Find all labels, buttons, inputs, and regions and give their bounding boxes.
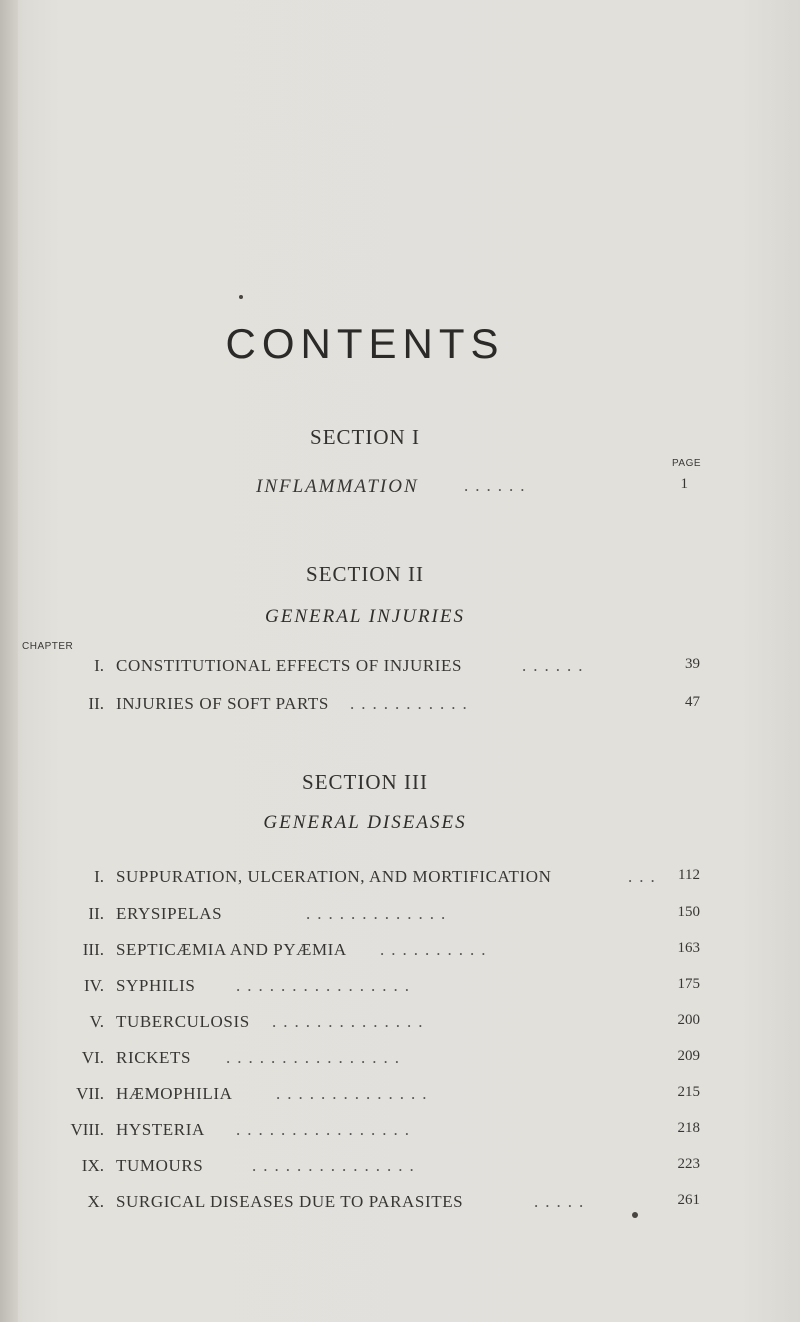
toc-row [40, 694, 700, 718]
chapter-number: VIII. [70, 1120, 104, 1139]
dot-leader: ........... [350, 694, 474, 713]
section-1-heading: SECTION I [310, 425, 420, 449]
chapter-title: ERYSIPELAS [116, 904, 223, 923]
section-1-entry [40, 476, 700, 500]
page-number: 223 [677, 1156, 700, 1172]
page-number: 47 [685, 694, 700, 710]
chapter-number: VII. [76, 1084, 104, 1103]
page-number: 175 [677, 976, 700, 992]
chapter-number: IV. [84, 976, 104, 995]
section-3-heading: SECTION III [302, 770, 428, 794]
page-number: 200 [677, 1012, 700, 1028]
chapter-title: RICKETS [116, 1048, 192, 1067]
chapter-title: SURGICAL DISEASES DUE TO PARASITES [116, 1192, 464, 1211]
chapter-number: X. [87, 1192, 104, 1211]
chapter-number: II. [88, 694, 104, 713]
chapter-title: HYSTERIA [116, 1120, 205, 1139]
chapter-number: IX. [81, 1156, 104, 1175]
toc-row [40, 1012, 700, 1036]
page-number: 39 [685, 656, 700, 672]
page-gutter [0, 0, 18, 1322]
page-number: 209 [677, 1048, 700, 1064]
dot-leader: ...... [464, 476, 532, 495]
chapter-title: INJURIES OF SOFT PARTS [116, 694, 329, 713]
page-number: 112 [678, 867, 700, 883]
toc-row [40, 867, 700, 891]
chapter-number: V. [89, 1012, 104, 1031]
chapter-column-label: CHAPTER [22, 641, 74, 652]
chapter-title: SEPTICÆMIA AND PYÆMIA [116, 940, 347, 959]
chapter-number: II. [88, 904, 104, 923]
page-number: 163 [677, 940, 700, 956]
dot-leader: ................ [236, 1120, 416, 1139]
toc-row [40, 1192, 700, 1216]
chapter-number: I. [94, 867, 104, 886]
ink-speck [632, 1212, 638, 1218]
dot-leader: ............... [252, 1156, 421, 1175]
dot-leader: ...... [522, 656, 590, 675]
toc-row [40, 1048, 700, 1072]
chapter-title: CONSTITUTIONAL EFFECTS OF INJURIES [116, 656, 463, 675]
chapter-title: TUBERCULOSIS [116, 1012, 250, 1031]
dot-leader: ............. [306, 904, 453, 923]
ink-speck [239, 295, 243, 299]
chapter-number: III. [82, 940, 104, 959]
chapter-number: VI. [81, 1048, 104, 1067]
dot-leader: ... [628, 867, 662, 886]
section-1-subtitle: INFLAMMATION [256, 476, 419, 497]
section-2-heading: SECTION II [306, 562, 424, 586]
dot-leader: .............. [272, 1012, 430, 1031]
chapter-title: SUPPURATION, ULCERATION, AND MORTIFICATION [116, 867, 552, 886]
chapter-number: I. [94, 656, 104, 675]
dot-leader: ..... [534, 1192, 591, 1211]
page-number: 150 [677, 904, 700, 920]
section-3-subtitle: GENERAL DISEASES [263, 812, 467, 833]
toc-row [40, 656, 700, 680]
toc-row [40, 1084, 700, 1108]
dot-leader: ................ [226, 1048, 406, 1067]
page-number: 218 [677, 1120, 700, 1136]
dot-leader: .............. [276, 1084, 434, 1103]
page-number: 1 [680, 476, 688, 492]
page-column-label: PAGE [672, 458, 702, 469]
dot-leader: ................ [236, 976, 416, 995]
page-number: 261 [677, 1192, 700, 1208]
toc-row [40, 976, 700, 1000]
contents-title: CONTENTS [225, 320, 505, 367]
page-number: 215 [677, 1084, 700, 1100]
toc-row [40, 1156, 700, 1180]
toc-row [40, 904, 700, 928]
toc-row [40, 1120, 700, 1144]
chapter-title: SYPHILIS [116, 976, 196, 995]
toc-row [40, 940, 700, 964]
chapter-title: TUMOURS [116, 1156, 204, 1175]
section-2-subtitle: GENERAL INJURIES [265, 606, 465, 627]
chapter-title: HÆMOPHILIA [116, 1084, 233, 1103]
dot-leader: .......... [380, 940, 493, 959]
